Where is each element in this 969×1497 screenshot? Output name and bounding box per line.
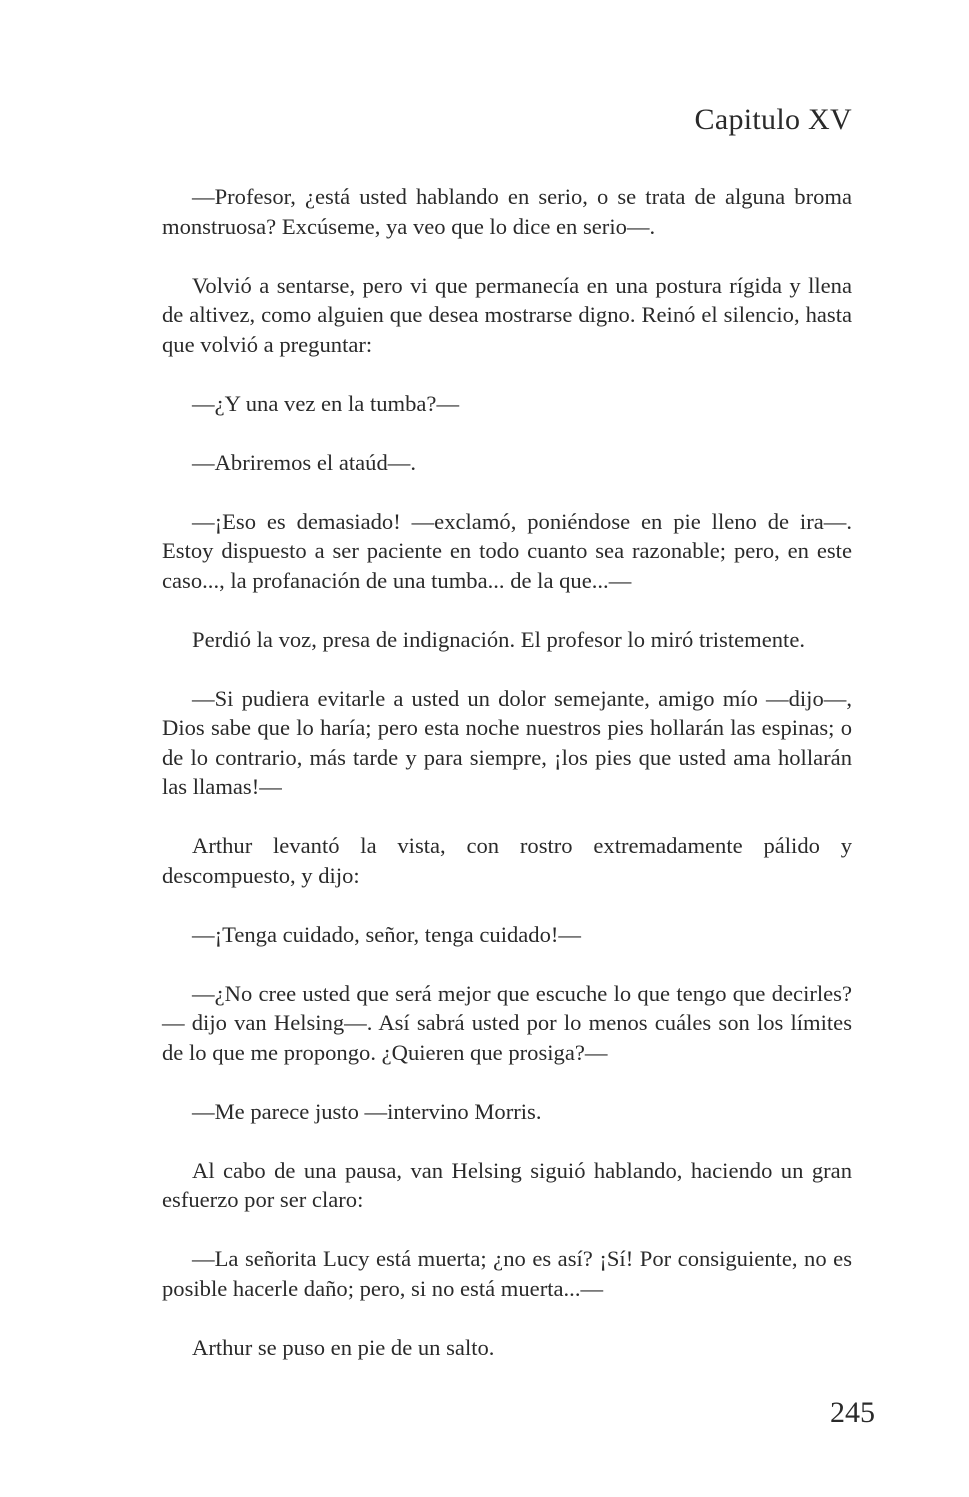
body-text (162, 182, 852, 1392)
paragraph: Arthur levantó la vista, con rostro extremadamente pálido y descompuesto, y dijo: (162, 833, 852, 888)
paragraph: Volvió a sentarse, pero vi que permanecía en una postura rígida y llena de altivez, como alguien que desea mostrarse digno. Reinó el silencio, hasta que volvió a preguntar: (162, 272, 852, 357)
paragraph: —Si pudiera evitarle a usted un dolor semejante, amigo mío —dijo—, Dios sabe que lo haría; pero esta noche nuestros pies hollarán las espinas; o de lo contrario, más tarde y para siempre, ¡los pies que usted ama hollarán las llamas!— (162, 685, 852, 799)
chapter-title: Capitulo XV (694, 103, 852, 136)
paragraph: —Abriremos el ataúd—. (192, 449, 416, 475)
paragraph: —¿Y una vez en la tumba?— (192, 390, 460, 416)
paragraph: Perdió la voz, presa de indignación. El profesor lo miró tristemente. (192, 626, 805, 652)
paragraph: Al cabo de una pausa, van Helsing siguió hablando, haciendo un gran esfuerzo por ser claro: (162, 1157, 852, 1212)
page-number: 245 (830, 1396, 875, 1429)
paragraph: —¡Tenga cuidado, señor, tenga cuidado!— (192, 921, 582, 947)
paragraph: —La señorita Lucy está muerta; ¿no es así? ¡Sí! Por consiguiente, no es posible hacerle daño; pero, si no está muerta...— (162, 1246, 852, 1301)
paragraph: —Profesor, ¿está usted hablando en serio, o se trata de alguna broma monstruosa? Excúseme, ya veo que lo dice en serio—. (162, 184, 852, 239)
paragraph: —¡Eso es demasiado! —exclamó, poniéndose en pie lleno de ira—. Estoy dispuesto a ser paciente en todo cuanto sea razonable; pero, en este caso..., la profanación de una tumba... de la que...— (162, 508, 852, 593)
paragraph: —¿No cree usted que será mejor que escuche lo que tengo que decirles? — dijo van Helsing—. Así sabrá usted por lo menos cuáles son los límites de lo que me propongo. ¿Quieren que prosiga?— (162, 980, 852, 1065)
paragraph: Arthur se puso en pie de un salto. (192, 1334, 495, 1360)
paragraph: —Me parece justo —intervino Morris. (192, 1098, 542, 1124)
